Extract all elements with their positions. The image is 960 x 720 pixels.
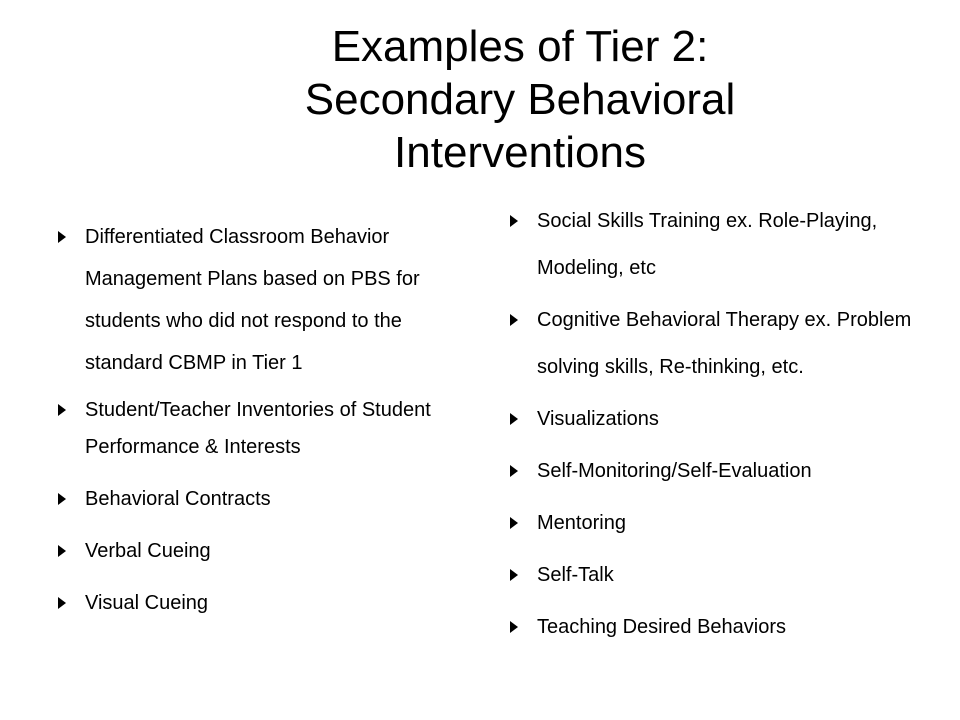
left-bullet-list bbox=[58, 216, 483, 626]
triangle-right-icon bbox=[510, 621, 518, 633]
list-item-text: Visualizations bbox=[537, 408, 659, 430]
list-item-text: Self-Talk bbox=[537, 564, 614, 586]
list-item bbox=[58, 528, 483, 574]
triangle-right-icon bbox=[510, 569, 518, 581]
list-item bbox=[510, 198, 950, 292]
list-item bbox=[510, 604, 950, 651]
list-item-text: Self-Monitoring/Self-Evaluation bbox=[537, 460, 812, 482]
list-item bbox=[510, 552, 950, 599]
title-line-2: Secondary Behavioral bbox=[304, 75, 736, 124]
title-line-1: Examples of Tier 2: bbox=[331, 22, 709, 71]
list-item-text: Verbal Cueing bbox=[85, 540, 211, 562]
list-item-text: Differentiated Classroom Behavior Management Plans based on PBS for students who did not respond to the standard CBMP in Tier 1 bbox=[85, 226, 420, 374]
list-item bbox=[510, 500, 950, 547]
list-item bbox=[58, 476, 483, 522]
list-item-text: Behavioral Contracts bbox=[85, 488, 271, 510]
list-item-text: Student/Teacher Inventories of Student Performance & Interests bbox=[85, 399, 431, 458]
triangle-right-icon bbox=[510, 215, 518, 227]
list-item bbox=[58, 392, 483, 466]
list-item-text: Social Skills Training ex. Role-Playing, Modeling, etc bbox=[537, 210, 878, 279]
triangle-right-icon bbox=[510, 413, 518, 425]
title-line-3: Interventions bbox=[394, 128, 646, 177]
list-item-text: Mentoring bbox=[537, 512, 626, 534]
slide-title bbox=[160, 20, 880, 179]
triangle-right-icon bbox=[510, 465, 518, 477]
list-item-text: Teaching Desired Behaviors bbox=[537, 616, 787, 638]
triangle-right-icon bbox=[58, 545, 66, 557]
triangle-right-icon bbox=[58, 404, 66, 416]
triangle-right-icon bbox=[58, 597, 66, 609]
list-item-text: Visual Cueing bbox=[85, 592, 209, 614]
triangle-right-icon bbox=[58, 231, 66, 243]
list-item bbox=[510, 396, 950, 443]
list-item bbox=[58, 216, 483, 384]
triangle-right-icon bbox=[510, 314, 518, 326]
list-item-text: Cognitive Behavioral Therapy ex. Problem solving skills, Re-thinking, etc. bbox=[537, 309, 912, 378]
triangle-right-icon bbox=[510, 517, 518, 529]
right-bullet-list bbox=[510, 198, 950, 656]
list-item bbox=[510, 448, 950, 495]
list-item bbox=[510, 297, 950, 391]
list-item bbox=[58, 580, 483, 626]
triangle-right-icon bbox=[58, 493, 66, 505]
